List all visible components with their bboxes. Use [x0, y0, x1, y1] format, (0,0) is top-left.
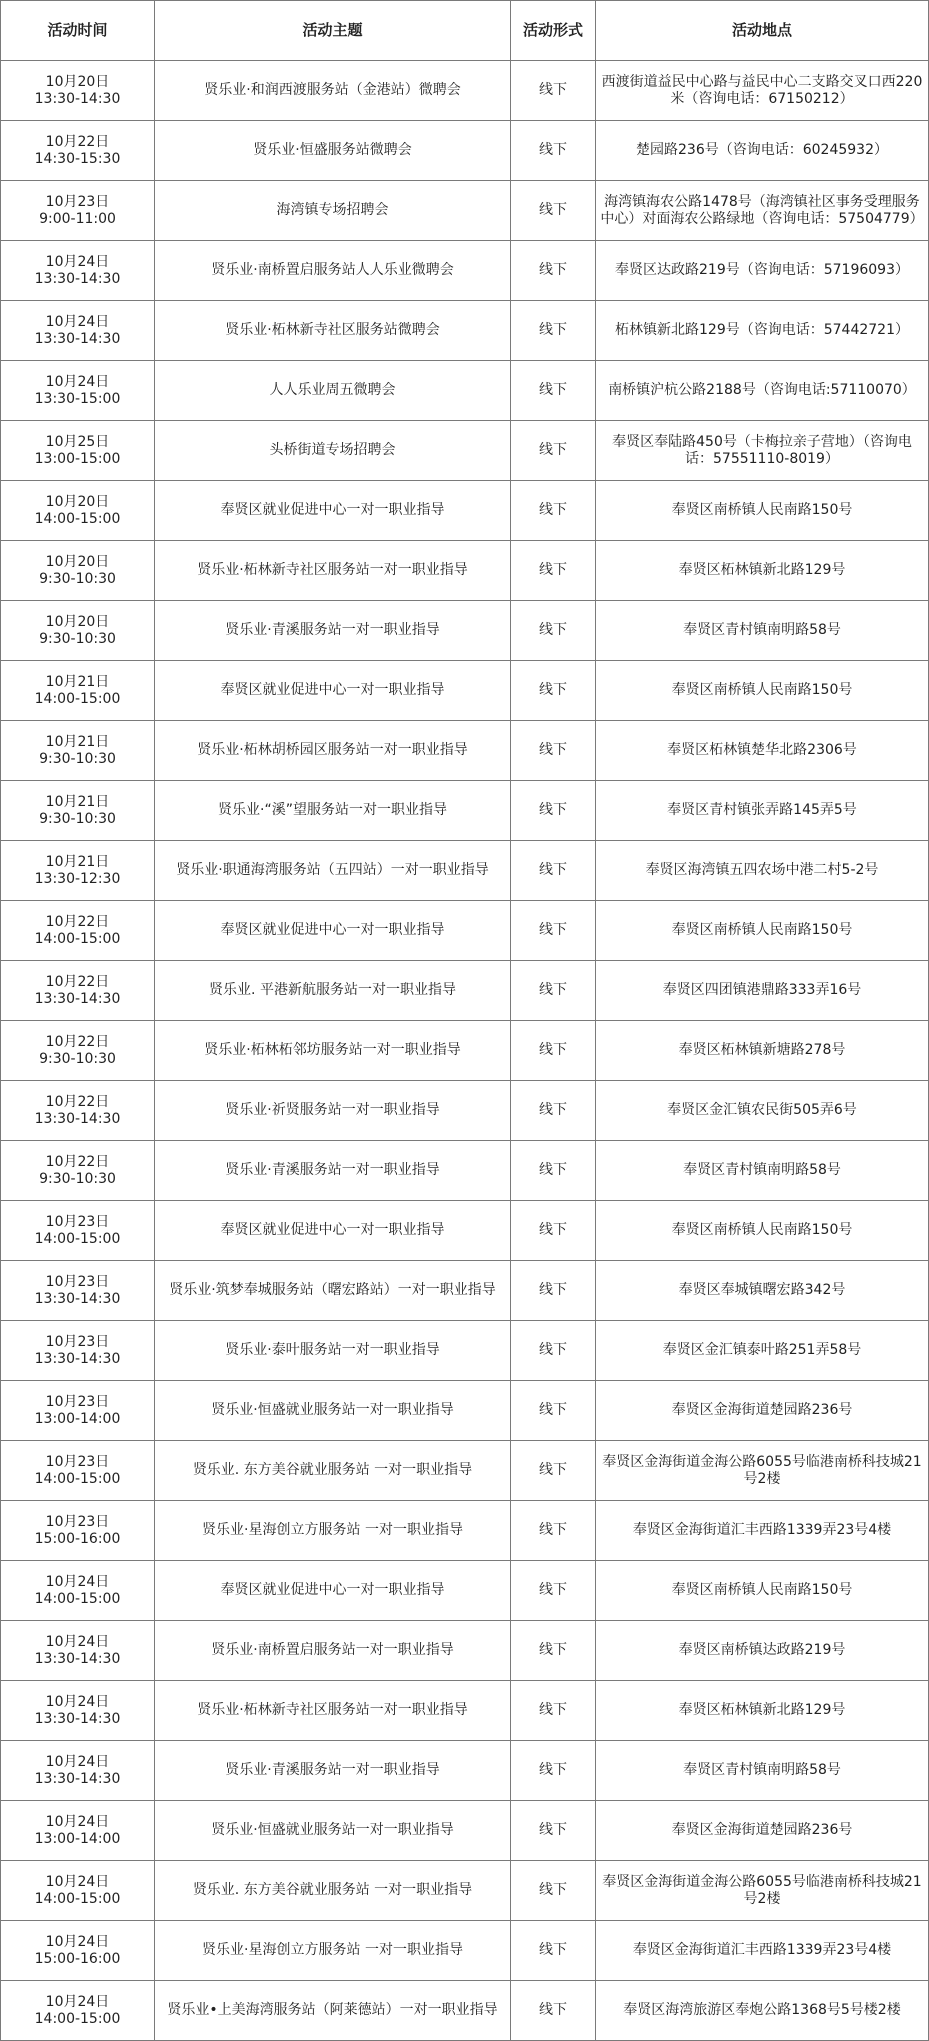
cell-topic: 贤乐业·“溪”望服务站一对一职业指导: [155, 781, 511, 841]
cell-time: 10月20日 13:30-14:30: [1, 61, 155, 121]
cell-place: 奉贤区金海街道金海公路6055号临港南桥科技城21号2楼: [596, 1861, 929, 1921]
cell-place: 奉贤区青村镇张弄路145弄5号: [596, 781, 929, 841]
cell-form: 线下: [511, 1621, 596, 1681]
cell-time: 10月23日 14:00-15:00: [1, 1201, 155, 1261]
cell-topic: 贤乐业·恒盛就业服务站一对一职业指导: [155, 1381, 511, 1441]
cell-form: 线下: [511, 1921, 596, 1981]
cell-place: 奉贤区南桥镇人民南路150号: [596, 901, 929, 961]
table-row: [1, 481, 929, 541]
cell-place: 柘林镇新北路129号（咨询电话：57442721）: [596, 301, 929, 361]
cell-place: 奉贤区柘林镇楚华北路2306号: [596, 721, 929, 781]
cell-time: 10月23日 13:30-14:30: [1, 1261, 155, 1321]
table-row: [1, 901, 929, 961]
cell-form: 线下: [511, 1081, 596, 1141]
cell-time: 10月22日 13:30-14:30: [1, 1081, 155, 1141]
table-row: [1, 541, 929, 601]
table-row: [1, 1141, 929, 1201]
cell-topic: 贤乐业·恒盛服务站微聘会: [155, 121, 511, 181]
cell-form: 线下: [511, 1441, 596, 1501]
table-row: [1, 1261, 929, 1321]
header-place: 活动地点: [596, 1, 929, 61]
cell-place: 奉贤区青村镇南明路58号: [596, 601, 929, 661]
cell-place: 奉贤区金海街道金海公路6055号临港南桥科技城21号2楼: [596, 1441, 929, 1501]
cell-topic: 头桥街道专场招聘会: [155, 421, 511, 481]
table-row: [1, 841, 929, 901]
table-row: [1, 241, 929, 301]
cell-topic: 贤乐业·职通海湾服务站（五四站）一对一职业指导: [155, 841, 511, 901]
table-header: [1, 1, 929, 61]
cell-time: 10月23日 9:00-11:00: [1, 181, 155, 241]
table-row: [1, 1381, 929, 1441]
cell-time: 10月21日 9:30-10:30: [1, 781, 155, 841]
cell-time: 10月24日 13:30-14:30: [1, 1621, 155, 1681]
table-row: [1, 1621, 929, 1681]
cell-time: 10月21日 13:30-12:30: [1, 841, 155, 901]
cell-time: 10月21日 9:30-10:30: [1, 721, 155, 781]
cell-form: 线下: [511, 901, 596, 961]
cell-time: 10月24日 14:00-15:00: [1, 1981, 155, 2041]
cell-topic: 奉贤区就业促进中心一对一职业指导: [155, 901, 511, 961]
table-row: [1, 1741, 929, 1801]
table-row: [1, 721, 929, 781]
cell-topic: 贤乐业·柘林新寺社区服务站一对一职业指导: [155, 1681, 511, 1741]
cell-form: 线下: [511, 1141, 596, 1201]
cell-form: 线下: [511, 1261, 596, 1321]
cell-form: 线下: [511, 781, 596, 841]
cell-form: 线下: [511, 481, 596, 541]
cell-topic: 奉贤区就业促进中心一对一职业指导: [155, 1561, 511, 1621]
cell-place: 楚园路236号（咨询电话：60245932）: [596, 121, 929, 181]
cell-time: 10月21日 14:00-15:00: [1, 661, 155, 721]
cell-form: 线下: [511, 421, 596, 481]
cell-place: 奉贤区南桥镇人民南路150号: [596, 1201, 929, 1261]
table-row: [1, 1201, 929, 1261]
cell-place: 奉贤区青村镇南明路58号: [596, 1141, 929, 1201]
cell-form: 线下: [511, 1681, 596, 1741]
cell-topic: 贤乐业•上美海湾服务站（阿莱德站）一对一职业指导: [155, 1981, 511, 2041]
cell-topic: 奉贤区就业促进中心一对一职业指导: [155, 1201, 511, 1261]
cell-form: 线下: [511, 1861, 596, 1921]
table-row: [1, 1681, 929, 1741]
cell-form: 线下: [511, 541, 596, 601]
header-topic: 活动主题: [155, 1, 511, 61]
cell-topic: 奉贤区就业促进中心一对一职业指导: [155, 481, 511, 541]
cell-form: 线下: [511, 181, 596, 241]
cell-form: 线下: [511, 1561, 596, 1621]
cell-form: 线下: [511, 1201, 596, 1261]
cell-place: 奉贤区柘林镇新北路129号: [596, 1681, 929, 1741]
cell-place: 奉贤区柘林镇新北路129号: [596, 541, 929, 601]
table-row: [1, 1981, 929, 2041]
cell-time: 10月23日 13:30-14:30: [1, 1321, 155, 1381]
cell-topic: 贤乐业·柘林新寺社区服务站微聘会: [155, 301, 511, 361]
cell-topic: 贤乐业·泰叶服务站一对一职业指导: [155, 1321, 511, 1381]
cell-place: 奉贤区南桥镇达政路219号: [596, 1621, 929, 1681]
cell-form: 线下: [511, 121, 596, 181]
cell-topic: 贤乐业·柘林新寺社区服务站一对一职业指导: [155, 541, 511, 601]
cell-form: 线下: [511, 1801, 596, 1861]
cell-form: 线下: [511, 1741, 596, 1801]
cell-time: 10月24日 15:00-16:00: [1, 1921, 155, 1981]
table-row: [1, 961, 929, 1021]
cell-form: 线下: [511, 1381, 596, 1441]
table-row: [1, 1441, 929, 1501]
cell-topic: 贤乐业·青溪服务站一对一职业指导: [155, 1741, 511, 1801]
cell-topic: 贤乐业·南桥置启服务站人人乐业微聘会: [155, 241, 511, 301]
cell-place: 奉贤区南桥镇人民南路150号: [596, 1561, 929, 1621]
cell-topic: 贤乐业·恒盛就业服务站一对一职业指导: [155, 1801, 511, 1861]
cell-form: 线下: [511, 241, 596, 301]
cell-topic: 贤乐业·筑梦奉城服务站（曙宏路站）一对一职业指导: [155, 1261, 511, 1321]
cell-form: 线下: [511, 1501, 596, 1561]
cell-time: 10月25日 13:00-15:00: [1, 421, 155, 481]
cell-time: 10月20日 14:00-15:00: [1, 481, 155, 541]
cell-place: 奉贤区南桥镇人民南路150号: [596, 481, 929, 541]
cell-place: 南桥镇沪杭公路2188号（咨询电话:57110070）: [596, 361, 929, 421]
cell-place: 奉贤区海湾镇五四农场中港二村5-2号: [596, 841, 929, 901]
table-row: [1, 421, 929, 481]
cell-place: 奉贤区柘林镇新塘路278号: [596, 1021, 929, 1081]
cell-form: 线下: [511, 301, 596, 361]
table-row: [1, 181, 929, 241]
cell-place: 奉贤区青村镇南明路58号: [596, 1741, 929, 1801]
cell-time: 10月24日 14:00-15:00: [1, 1561, 155, 1621]
cell-form: 线下: [511, 1981, 596, 2041]
cell-time: 10月22日 14:30-15:30: [1, 121, 155, 181]
table-row: [1, 1501, 929, 1561]
cell-place: 奉贤区金海街道汇丰西路1339弄23号4楼: [596, 1921, 929, 1981]
cell-topic: 贤乐业·青溪服务站一对一职业指导: [155, 601, 511, 661]
header-row: [1, 1, 929, 61]
cell-form: 线下: [511, 61, 596, 121]
cell-time: 10月20日 9:30-10:30: [1, 601, 155, 661]
cell-topic: 奉贤区就业促进中心一对一职业指导: [155, 661, 511, 721]
cell-topic: 人人乐业周五微聘会: [155, 361, 511, 421]
cell-time: 10月23日 14:00-15:00: [1, 1441, 155, 1501]
table-row: [1, 61, 929, 121]
cell-place: 西渡街道益民中心路与益民中心二支路交叉口西220米（咨询电话：67150212）: [596, 61, 929, 121]
table-row: [1, 361, 929, 421]
cell-place: 奉贤区奉陆路450号（卡梅拉亲子营地）（咨询电话：57551110-8019）: [596, 421, 929, 481]
cell-place: 奉贤区金汇镇农民街505弄6号: [596, 1081, 929, 1141]
cell-time: 10月24日 13:30-15:00: [1, 361, 155, 421]
table-row: [1, 1861, 929, 1921]
cell-form: 线下: [511, 361, 596, 421]
cell-topic: 贤乐业. 东方美谷就业服务站 一对一职业指导: [155, 1441, 511, 1501]
cell-time: 10月24日 14:00-15:00: [1, 1861, 155, 1921]
table-row: [1, 121, 929, 181]
cell-form: 线下: [511, 601, 596, 661]
cell-topic: 贤乐业·星海创立方服务站 一对一职业指导: [155, 1921, 511, 1981]
cell-time: 10月22日 13:30-14:30: [1, 961, 155, 1021]
cell-form: 线下: [511, 721, 596, 781]
cell-time: 10月24日 13:30-14:30: [1, 241, 155, 301]
cell-time: 10月24日 13:30-14:30: [1, 1741, 155, 1801]
table-row: [1, 661, 929, 721]
cell-time: 10月24日 13:00-14:00: [1, 1801, 155, 1861]
cell-place: 海湾镇海农公路1478号（海湾镇社区事务受理服务中心）对面海农公路绿地（咨询电话：57504779）: [596, 181, 929, 241]
cell-form: 线下: [511, 841, 596, 901]
cell-place: 奉贤区四团镇港鼎路333弄16号: [596, 961, 929, 1021]
header-form: 活动形式: [511, 1, 596, 61]
cell-topic: 贤乐业. 东方美谷就业服务站 一对一职业指导: [155, 1861, 511, 1921]
table-row: [1, 1021, 929, 1081]
cell-time: 10月24日 13:30-14:30: [1, 301, 155, 361]
table-row: [1, 1801, 929, 1861]
table-row: [1, 301, 929, 361]
cell-topic: 贤乐业. 平港新航服务站一对一职业指导: [155, 961, 511, 1021]
cell-place: 奉贤区奉城镇曙宏路342号: [596, 1261, 929, 1321]
table-row: [1, 781, 929, 841]
table-row: [1, 1081, 929, 1141]
cell-place: 奉贤区达政路219号（咨询电话：57196093）: [596, 241, 929, 301]
cell-form: 线下: [511, 961, 596, 1021]
cell-topic: 贤乐业·青溪服务站一对一职业指导: [155, 1141, 511, 1201]
cell-form: 线下: [511, 1321, 596, 1381]
cell-topic: 海湾镇专场招聘会: [155, 181, 511, 241]
cell-place: 奉贤区南桥镇人民南路150号: [596, 661, 929, 721]
cell-time: 10月24日 13:30-14:30: [1, 1681, 155, 1741]
table-row: [1, 1321, 929, 1381]
cell-time: 10月22日 9:30-10:30: [1, 1141, 155, 1201]
cell-place: 奉贤区海湾旅游区奉炮公路1368号5号楼2楼: [596, 1981, 929, 2041]
cell-topic: 贤乐业·星海创立方服务站 一对一职业指导: [155, 1501, 511, 1561]
cell-topic: 贤乐业·祈贤服务站一对一职业指导: [155, 1081, 511, 1141]
cell-topic: 贤乐业·柘林胡桥园区服务站一对一职业指导: [155, 721, 511, 781]
cell-place: 奉贤区金海街道楚园路236号: [596, 1801, 929, 1861]
cell-topic: 贤乐业·南桥置启服务站一对一职业指导: [155, 1621, 511, 1681]
table-body: [1, 61, 929, 2041]
cell-time: 10月22日 14:00-15:00: [1, 901, 155, 961]
table-row: [1, 601, 929, 661]
cell-form: 线下: [511, 1021, 596, 1081]
cell-time: 10月20日 9:30-10:30: [1, 541, 155, 601]
table-row: [1, 1561, 929, 1621]
cell-time: 10月23日 15:00-16:00: [1, 1501, 155, 1561]
cell-place: 奉贤区金海街道楚园路236号: [596, 1381, 929, 1441]
cell-place: 奉贤区金海街道汇丰西路1339弄23号4楼: [596, 1501, 929, 1561]
cell-time: 10月22日 9:30-10:30: [1, 1021, 155, 1081]
cell-topic: 贤乐业·和润西渡服务站（金港站）微聘会: [155, 61, 511, 121]
header-time: 活动时间: [1, 1, 155, 61]
table-row: [1, 1921, 929, 1981]
cell-time: 10月23日 13:00-14:00: [1, 1381, 155, 1441]
cell-form: 线下: [511, 661, 596, 721]
cell-topic: 贤乐业·柘林柘邻坊服务站一对一职业指导: [155, 1021, 511, 1081]
cell-place: 奉贤区金汇镇泰叶路251弄58号: [596, 1321, 929, 1381]
